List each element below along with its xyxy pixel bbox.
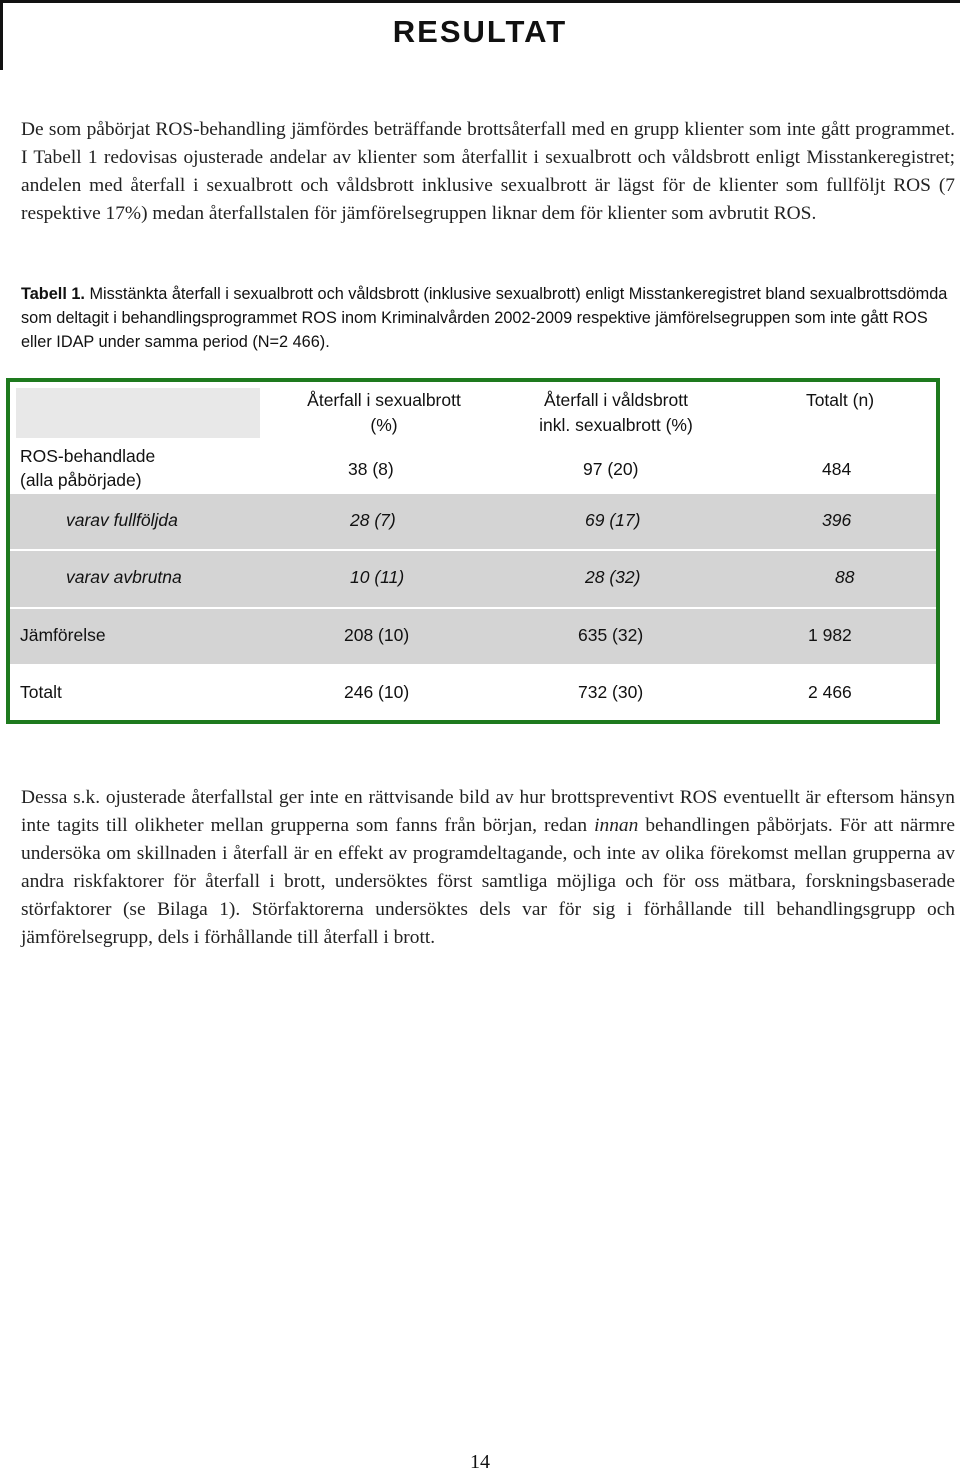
col-header-totalt xyxy=(745,388,935,413)
results-table xyxy=(6,378,940,724)
cell-jamforelse-sexualbrott: 208 (10) xyxy=(344,625,410,645)
outro-text-1: Dessa s.k. ojusterade återfallstal ger inte en rättvisande bild av hur brottspreventivt ROS eventuellt är eftersom hänsyn inte tagits till olikheter mellan grupperna som fanns från början, redan xyxy=(21,787,955,836)
outro-text-2: behandlingen påbörjats. För att närmre undersöka om skillnaden i återfall är en effekt av programdeltagande, och inte av olika förekomst mellan grupperna av andra riskfaktorer för återfall i brott, undersöktes först samtliga möjliga och för oss mätbara, forskningsbaserade störfaktorer (se Bilaga 1). Störfaktorerna undersöktes dels var för sig i förhållande till behandlingsgrupp och jämförelsegrupp, dels i förhållande till återfall i brott. xyxy=(21,815,955,948)
col-header-valdsbrott xyxy=(496,388,736,438)
outro-emphasis: innan xyxy=(594,815,639,836)
table-row-jamforelse xyxy=(10,609,936,664)
row-label-ros-behandlade-line2: (alla påbörjade) xyxy=(20,470,142,490)
cell-ros-valdsbrott: 97 (20) xyxy=(583,459,639,479)
caption-text: Misstänkta återfall i sexualbrott och våldsbrott (inklusive sexualbrott) enligt Misstankeregistret bland sexualbrottsdömda som deltagit i behandlingsprogrammet ROS inom Kriminalvården 2002-2009 respektive jämförelsegruppen som inte gått ROS eller IDAP under samma period (N=2 466). xyxy=(21,285,948,351)
col-header-sexualbrott-line1: Återfall i sexualbrott xyxy=(307,390,461,410)
cell-avbrutna-valdsbrott: 28 (32) xyxy=(585,567,641,587)
cell-avbrutna-totalt: 88 xyxy=(835,567,855,587)
col-header-valdsbrott-line2: inkl. sexualbrott (%) xyxy=(539,415,693,435)
table-row-totalt xyxy=(10,666,936,720)
row-label-avbrutna: varav avbrutna xyxy=(66,567,182,587)
table-caption xyxy=(21,282,955,354)
cell-jamforelse-valdsbrott: 635 (32) xyxy=(578,625,644,645)
row-label-ros-behandlade-line1: ROS-behandlade xyxy=(20,446,156,466)
cell-totalt-totalt: 2 466 xyxy=(808,682,852,702)
cell-totalt-sexualbrott: 246 (10) xyxy=(344,682,410,702)
top-rule xyxy=(0,0,960,3)
intro-paragraph: De som påbörjat ROS-behandling jämfördes beträffande brottsåterfall med en grupp klienter som inte gått programmet. I Tabell 1 redovisas ojusterade andelar av klienter som återfallit i sexualbrott och våldsbrott enligt Misstankeregistret; andelen med återfall i sexualbrott och våldsbrott inklusive sexualbrott är lägst för de klienter som fullföljt ROS (7 respektive 17%) medan återfallstalen för jämförelsegruppen liknar dem för klienter som avbrutit ROS. xyxy=(21,119,955,224)
cell-fullfoljda-valdsbrott: 69 (17) xyxy=(585,510,641,530)
col-header-totalt-line1: Totalt (n) xyxy=(805,390,875,410)
header-corner-cell xyxy=(16,388,260,438)
col-header-sexualbrott xyxy=(258,388,510,438)
row-label-fullfoljda: varav fullföljda xyxy=(66,510,178,530)
section-heading: RESULTAT xyxy=(392,14,568,49)
cell-fullfoljda-sexualbrott: 28 (7) xyxy=(350,510,396,530)
table-row-fullfoljda xyxy=(10,494,936,549)
cell-totalt-valdsbrott: 732 (30) xyxy=(578,682,644,702)
cell-ros-sexualbrott: 38 (8) xyxy=(348,459,394,479)
col-header-sexualbrott-line2: (%) xyxy=(370,415,398,435)
table-header-row xyxy=(10,382,936,492)
cell-jamforelse-totalt: 1 982 xyxy=(808,625,852,645)
col-header-valdsbrott-line1: Återfall i våldsbrott xyxy=(544,390,688,410)
outro-paragraph xyxy=(21,784,955,952)
cell-fullfoljda-totalt: 396 xyxy=(822,510,852,530)
row-label-totalt: Totalt xyxy=(20,682,62,702)
caption-label: Tabell 1. xyxy=(21,285,85,303)
page-number: 14 xyxy=(470,1451,490,1473)
cell-avbrutna-sexualbrott: 10 (11) xyxy=(350,567,405,587)
table-row-avbrutna xyxy=(10,551,936,607)
row-label-jamforelse: Jämförelse xyxy=(20,625,106,645)
cell-ros-totalt: 484 xyxy=(822,459,852,479)
row-label-ros-behandlade xyxy=(20,444,155,492)
